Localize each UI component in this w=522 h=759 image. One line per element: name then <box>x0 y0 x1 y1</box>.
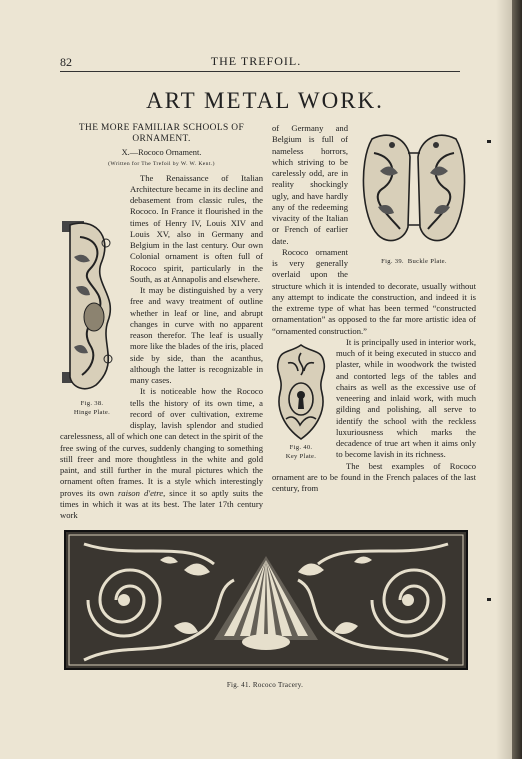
fig40-label: Key Plate. <box>285 452 317 460</box>
key-plate-illustration <box>272 343 330 443</box>
col2-paragraph-2: Rococo ornament is very generally overlaid upon the structure which it is intended to decorate, usually without any attempt to indicate the construction, and indeed it is the extreme type of what has been termed “constructed ornamentation” as opposed to the far more artistic idea of “ornamented construction.” <box>272 246 476 336</box>
running-title: THE TREFOIL. <box>210 54 302 68</box>
rococo-tracery-illustration <box>64 530 468 670</box>
margin-mark <box>487 140 491 143</box>
article-subtitle: THE MORE FAMILIAR SCHOOLS OF ORNAMENT. <box>78 123 245 144</box>
section-heading: X.—Rococo Ornament. <box>121 148 202 157</box>
fig40-number: Fig. 40. <box>289 443 313 451</box>
byline: (Written for The Trefoil by W. W. Kent.) <box>108 161 215 168</box>
col1-p3-italic: raison d'etre <box>117 487 164 498</box>
col1-paragraph-2: It may be distinguished by a very free and wavy treatment of outline whether in leaf or line, and abrupt changes in curve with no apparent reason therefor. The leaf is usually more like the blades of the iris, placed side by side, than the acanthus, although the latter is recognizable in many cases. <box>130 285 263 385</box>
fig39-label: Buckle Plate. <box>407 258 447 265</box>
col2-paragraph-3: It is principally used in interior work, much of it being executed in stucco and plaster, while in woodwork the twisted and contorted legs of the tables and chairs as well as the excessive use of veneering and inlaid work, with much gilding and polishing, all serve to identify the school with the reckless luxuriousness which marks the decadence of true art when it aims only to become lavish in its richness. <box>336 336 476 460</box>
fig39-caption <box>352 257 476 266</box>
article-title: ART METAL WORK. <box>146 88 384 113</box>
right-column <box>272 123 476 494</box>
buckle-plate-illustration <box>352 123 476 257</box>
fig41-caption: Fig. 41. Rococo Tracery. <box>226 681 304 689</box>
fig38-label: Hinge Plate. <box>73 408 111 416</box>
figure-38 <box>60 217 124 423</box>
figure-41 <box>64 530 468 670</box>
fig39-number: Fig. 39. <box>381 258 404 265</box>
figure-39 <box>352 123 476 277</box>
hinge-plate-illustration <box>60 217 124 399</box>
col1-p3-end: , since it so aptly suits the times in which it was at its best. The later 17th century work <box>60 487 263 520</box>
col1-paragraph-1: The Renaissance of Italian Architecture became in its decline and debasement from classic rules, the Rococo. In France it flourished in the times of Henry IV, Louis XIV and Louis XV, also in Germany and Belgium in the last century. Our own Colonial ornament is often full of Rococo spirit, particularly in the South, as at Annapolis and elsewhere. <box>130 172 263 284</box>
col2-paragraph-4: The best examples of Rococo ornament are to be found in the French palaces of the last century, from <box>272 460 476 493</box>
book-spine <box>512 0 522 759</box>
col2-paragraph-1: of Germany and Belgium is full of nameless horrors, which striving to be carelessly odd, are in reality shockingly ugly, and have hardly any of the redeeming vivacity of the Italian or French of earlier date. <box>272 123 348 246</box>
page-number: 82 <box>60 55 72 69</box>
fig38-number: Fig. 38. <box>80 399 104 407</box>
col1-p3-start: It is noticeable how the Rococo tells the history of its own time, a record of over cultivation, extreme display, lavish splendor and studied carelessness, all of which one can detect in the spirit of the free swing of the curves, suddenly changing to something still freer and more thoughtless in the white and gold paint, and still further in the mural pictures which the ornament often frames. It is a style which interestingly proves its own <box>60 386 263 498</box>
margin-mark <box>487 598 491 601</box>
left-column <box>60 123 263 521</box>
figure-40 <box>272 343 330 469</box>
header-rule <box>60 71 460 72</box>
